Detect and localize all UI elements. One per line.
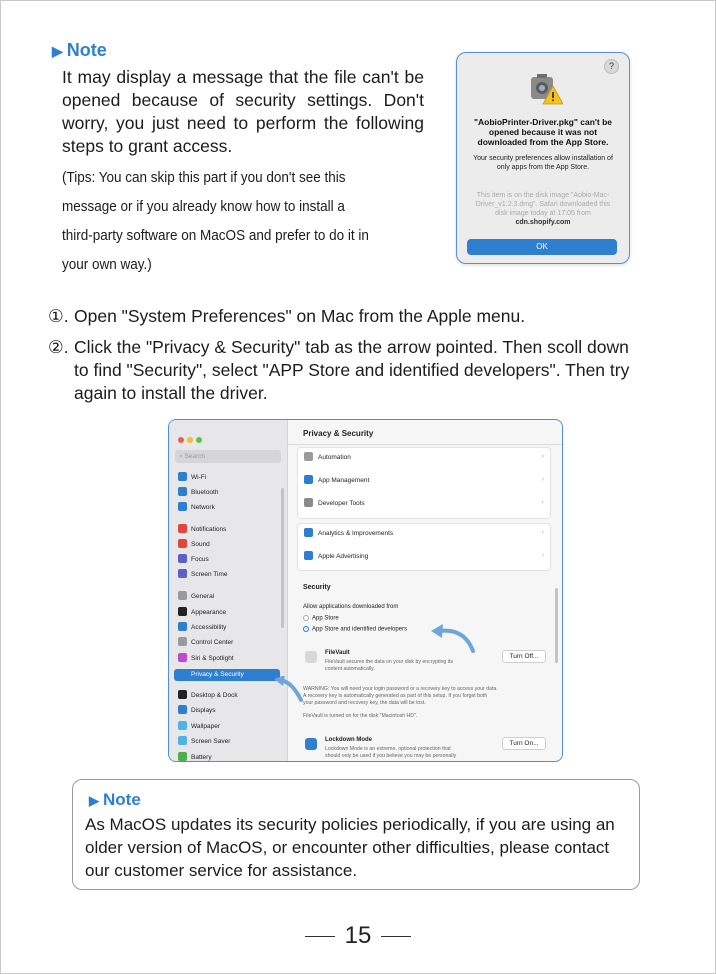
sidebar-item-icon (178, 637, 187, 646)
sidebar-item-appearance[interactable] (178, 607, 226, 619)
triangle-icon: ▶ (52, 43, 63, 59)
lock-icon (305, 651, 317, 663)
divider (287, 444, 562, 445)
arrow-pointer-icon (273, 676, 303, 702)
sidebar-item-general[interactable] (178, 591, 214, 603)
megaphone-icon (304, 551, 313, 560)
note-heading: ▶ Note (52, 40, 107, 60)
sidebar-item-displays[interactable] (178, 705, 216, 717)
triangle-icon: ▶ (89, 793, 99, 808)
sidebar-item-wi-fi[interactable] (178, 472, 206, 484)
step-2: ②. Click the "Privacy & Security" tab as the arrow pointed. Then scoll down to find "Security", select "APP Store and identified developers". Then try again to install the driver. (48, 337, 630, 403)
sidebar-item-icon (178, 690, 187, 699)
help-icon[interactable]: ? (604, 59, 619, 74)
chevron-right-icon: › (541, 529, 544, 536)
sidebar-item-label: Accessibility (191, 624, 227, 631)
sidebar-item-icon (178, 472, 187, 481)
search-input[interactable]: ⌕ Search (175, 450, 281, 463)
sidebar-item-icon (178, 705, 187, 714)
sidebar-item-label: Control Center (191, 639, 234, 646)
privacy-group-2 (297, 523, 551, 571)
allow-label: Allow applications downloaded from (303, 604, 399, 610)
minimize-window-button[interactable] (187, 437, 193, 443)
sidebar-item-label: Focus (191, 556, 209, 563)
filevault-desc-2: content automatically. (325, 666, 375, 672)
note-text: As MacOS updates its security policies periodically, if you are using an older version of MacOS, or encounter other difficulties, please contact our customer service for assistance. (85, 815, 615, 880)
chevron-right-icon: › (541, 552, 544, 559)
sidebar-item-control-center[interactable] (178, 637, 233, 649)
filevault-status: FileVault is turned on for the disk "Macintosh HD". (303, 713, 418, 719)
sidebar-item-icon (178, 591, 187, 600)
lockdown-desc-2: should only be used if you believe you may be personally (325, 753, 457, 759)
sidebar-item-label: Desktop & Dock (191, 692, 238, 699)
row-apple-advertising[interactable]: Apple Advertising (304, 552, 368, 561)
radio-app-store[interactable]: App Store (303, 615, 339, 622)
sidebar-item-icon (178, 669, 187, 678)
close-window-button[interactable] (178, 437, 184, 443)
lockdown-desc-1: Lockdown Mode is an extreme, optional protection that (325, 746, 451, 752)
row-app-management[interactable]: App Management (304, 476, 369, 485)
radio-selected-icon (303, 626, 309, 632)
sidebar-item-icon (178, 487, 187, 496)
sidebar-item-icon (178, 721, 187, 730)
filevault-turn-off-button[interactable]: Turn Off... (502, 650, 546, 663)
chevron-right-icon: › (541, 453, 544, 460)
sidebar-item-label: Screen Saver (191, 738, 231, 745)
settings-sidebar (169, 420, 288, 761)
sidebar-item-label: Appearance (191, 609, 227, 616)
warning-line-3: your password and recovery key, the data will be lost. (303, 700, 426, 706)
main-scrollbar[interactable] (555, 588, 558, 663)
radio-identified-developers[interactable]: App Store and identified developers (303, 626, 407, 633)
sidebar-scrollbar[interactable] (281, 488, 284, 628)
row-developer-tools[interactable]: Developer Tools (304, 499, 365, 508)
row-analytics[interactable]: Analytics & Improvements (304, 529, 393, 538)
sidebar-item-screen-time[interactable] (178, 569, 228, 581)
sidebar-item-icon (178, 502, 187, 511)
hammer-icon (304, 498, 313, 507)
sidebar-item-notifications[interactable] (178, 524, 226, 536)
sidebar-item-desktop-dock[interactable] (178, 690, 238, 702)
page-number: 15 (0, 922, 716, 950)
sidebar-item-wallpaper[interactable] (178, 721, 220, 733)
radio-icon (303, 615, 309, 621)
sidebar-item-label: Privacy & Security (191, 671, 244, 678)
window-controls (178, 430, 205, 448)
sidebar-item-label: Screen Time (191, 571, 228, 578)
divider (381, 936, 411, 937)
dialog-body: Your security preferences allow installation of only apps from the App Store. (473, 155, 613, 171)
sidebar-item-icon (178, 653, 187, 662)
search-icon: ⌕ (179, 453, 185, 460)
tips-text: (Tips: You can skip this part if you don't see this message or if you already know how to install a third-party software on MacOS and prefer to do it in your own way.) (62, 169, 369, 273)
sidebar-item-battery[interactable] (178, 752, 212, 762)
sidebar-item-label: Network (191, 504, 215, 511)
sidebar-item-label: Wi-Fi (191, 474, 207, 481)
sidebar-item-network[interactable] (178, 502, 215, 514)
sidebar-item-bluetooth[interactable] (178, 487, 218, 499)
system-settings-screenshot (168, 419, 563, 762)
sidebar-item-label: Sound (191, 541, 210, 548)
sidebar-item-label: General (191, 593, 215, 600)
sidebar-item-focus[interactable] (178, 554, 209, 566)
sidebar-item-label: Wallpaper (191, 723, 221, 730)
chevron-right-icon: › (541, 476, 544, 483)
security-heading: Security (303, 584, 331, 591)
sidebar-item-label: Siri & Spotlight (191, 655, 234, 662)
hand-icon (305, 738, 317, 750)
sidebar-item-icon (178, 607, 187, 616)
gear-icon (304, 452, 313, 461)
warning-line-1: WARNING: You will need your login password or a recovery key to access your data. (303, 686, 498, 692)
note-box (72, 779, 640, 890)
filevault-title: FileVault (325, 650, 350, 656)
chart-icon (304, 528, 313, 537)
arrow-pointer-icon (427, 621, 477, 653)
sidebar-item-screen-saver[interactable] (178, 736, 230, 748)
sidebar-item-icon (178, 736, 187, 745)
sidebar-item-accessibility[interactable] (178, 622, 226, 634)
chevron-right-icon: › (541, 499, 544, 506)
security-alert-dialog (456, 52, 630, 264)
divider (305, 936, 335, 937)
sidebar-item-icon (178, 554, 187, 563)
sidebar-item-label: Notifications (191, 526, 227, 533)
dialog-source-info: This item is on the disk image "Aobio-Mac-Driver_v1.2.3.dmg". Safari downloaded this disk image today at 17:05 from cdn.shopify.com (475, 192, 611, 226)
sidebar-item-icon (178, 622, 187, 631)
sidebar-item-privacy-security[interactable] (174, 669, 280, 681)
lockdown-turn-on-button[interactable]: Turn On... (502, 737, 546, 750)
sidebar-item-label: Displays (191, 707, 216, 714)
sidebar-item-icon (178, 524, 187, 533)
dialog-title: "AobioPrinter-Driver.pkg" can't be opened because it was not downloaded from the App Store. (473, 117, 613, 147)
note-paragraph: It may display a message that the file can't be opened because of security settings. Don't worry, you just need to perform the following steps to grant access. (62, 67, 424, 156)
sidebar-item-icon (178, 539, 187, 548)
warning-icon (523, 69, 563, 107)
sidebar-item-label: Bluetooth (191, 489, 219, 496)
filevault-desc-1: FileVault secures the data on your disk by encrypting its (325, 659, 453, 665)
note-heading: ▶ Note (89, 790, 141, 809)
row-automation[interactable]: Automation (304, 453, 351, 462)
sidebar-item-icon (178, 569, 187, 578)
sidebar-item-label: Battery (191, 754, 212, 761)
sidebar-item-sound[interactable] (178, 539, 210, 551)
ok-button[interactable]: OK (467, 239, 617, 255)
privacy-group-1 (297, 447, 551, 519)
warning-line-2: A recovery key is automatically generated as part of this setup. If you forget both (303, 693, 488, 699)
sidebar-item-icon (178, 752, 187, 761)
lockdown-title: Lockdown Mode (325, 737, 372, 743)
app-store-icon (304, 475, 313, 484)
zoom-window-button[interactable] (196, 437, 202, 443)
sidebar-item-siri-spotlight[interactable] (178, 653, 234, 665)
pane-title: Privacy & Security (303, 429, 374, 438)
